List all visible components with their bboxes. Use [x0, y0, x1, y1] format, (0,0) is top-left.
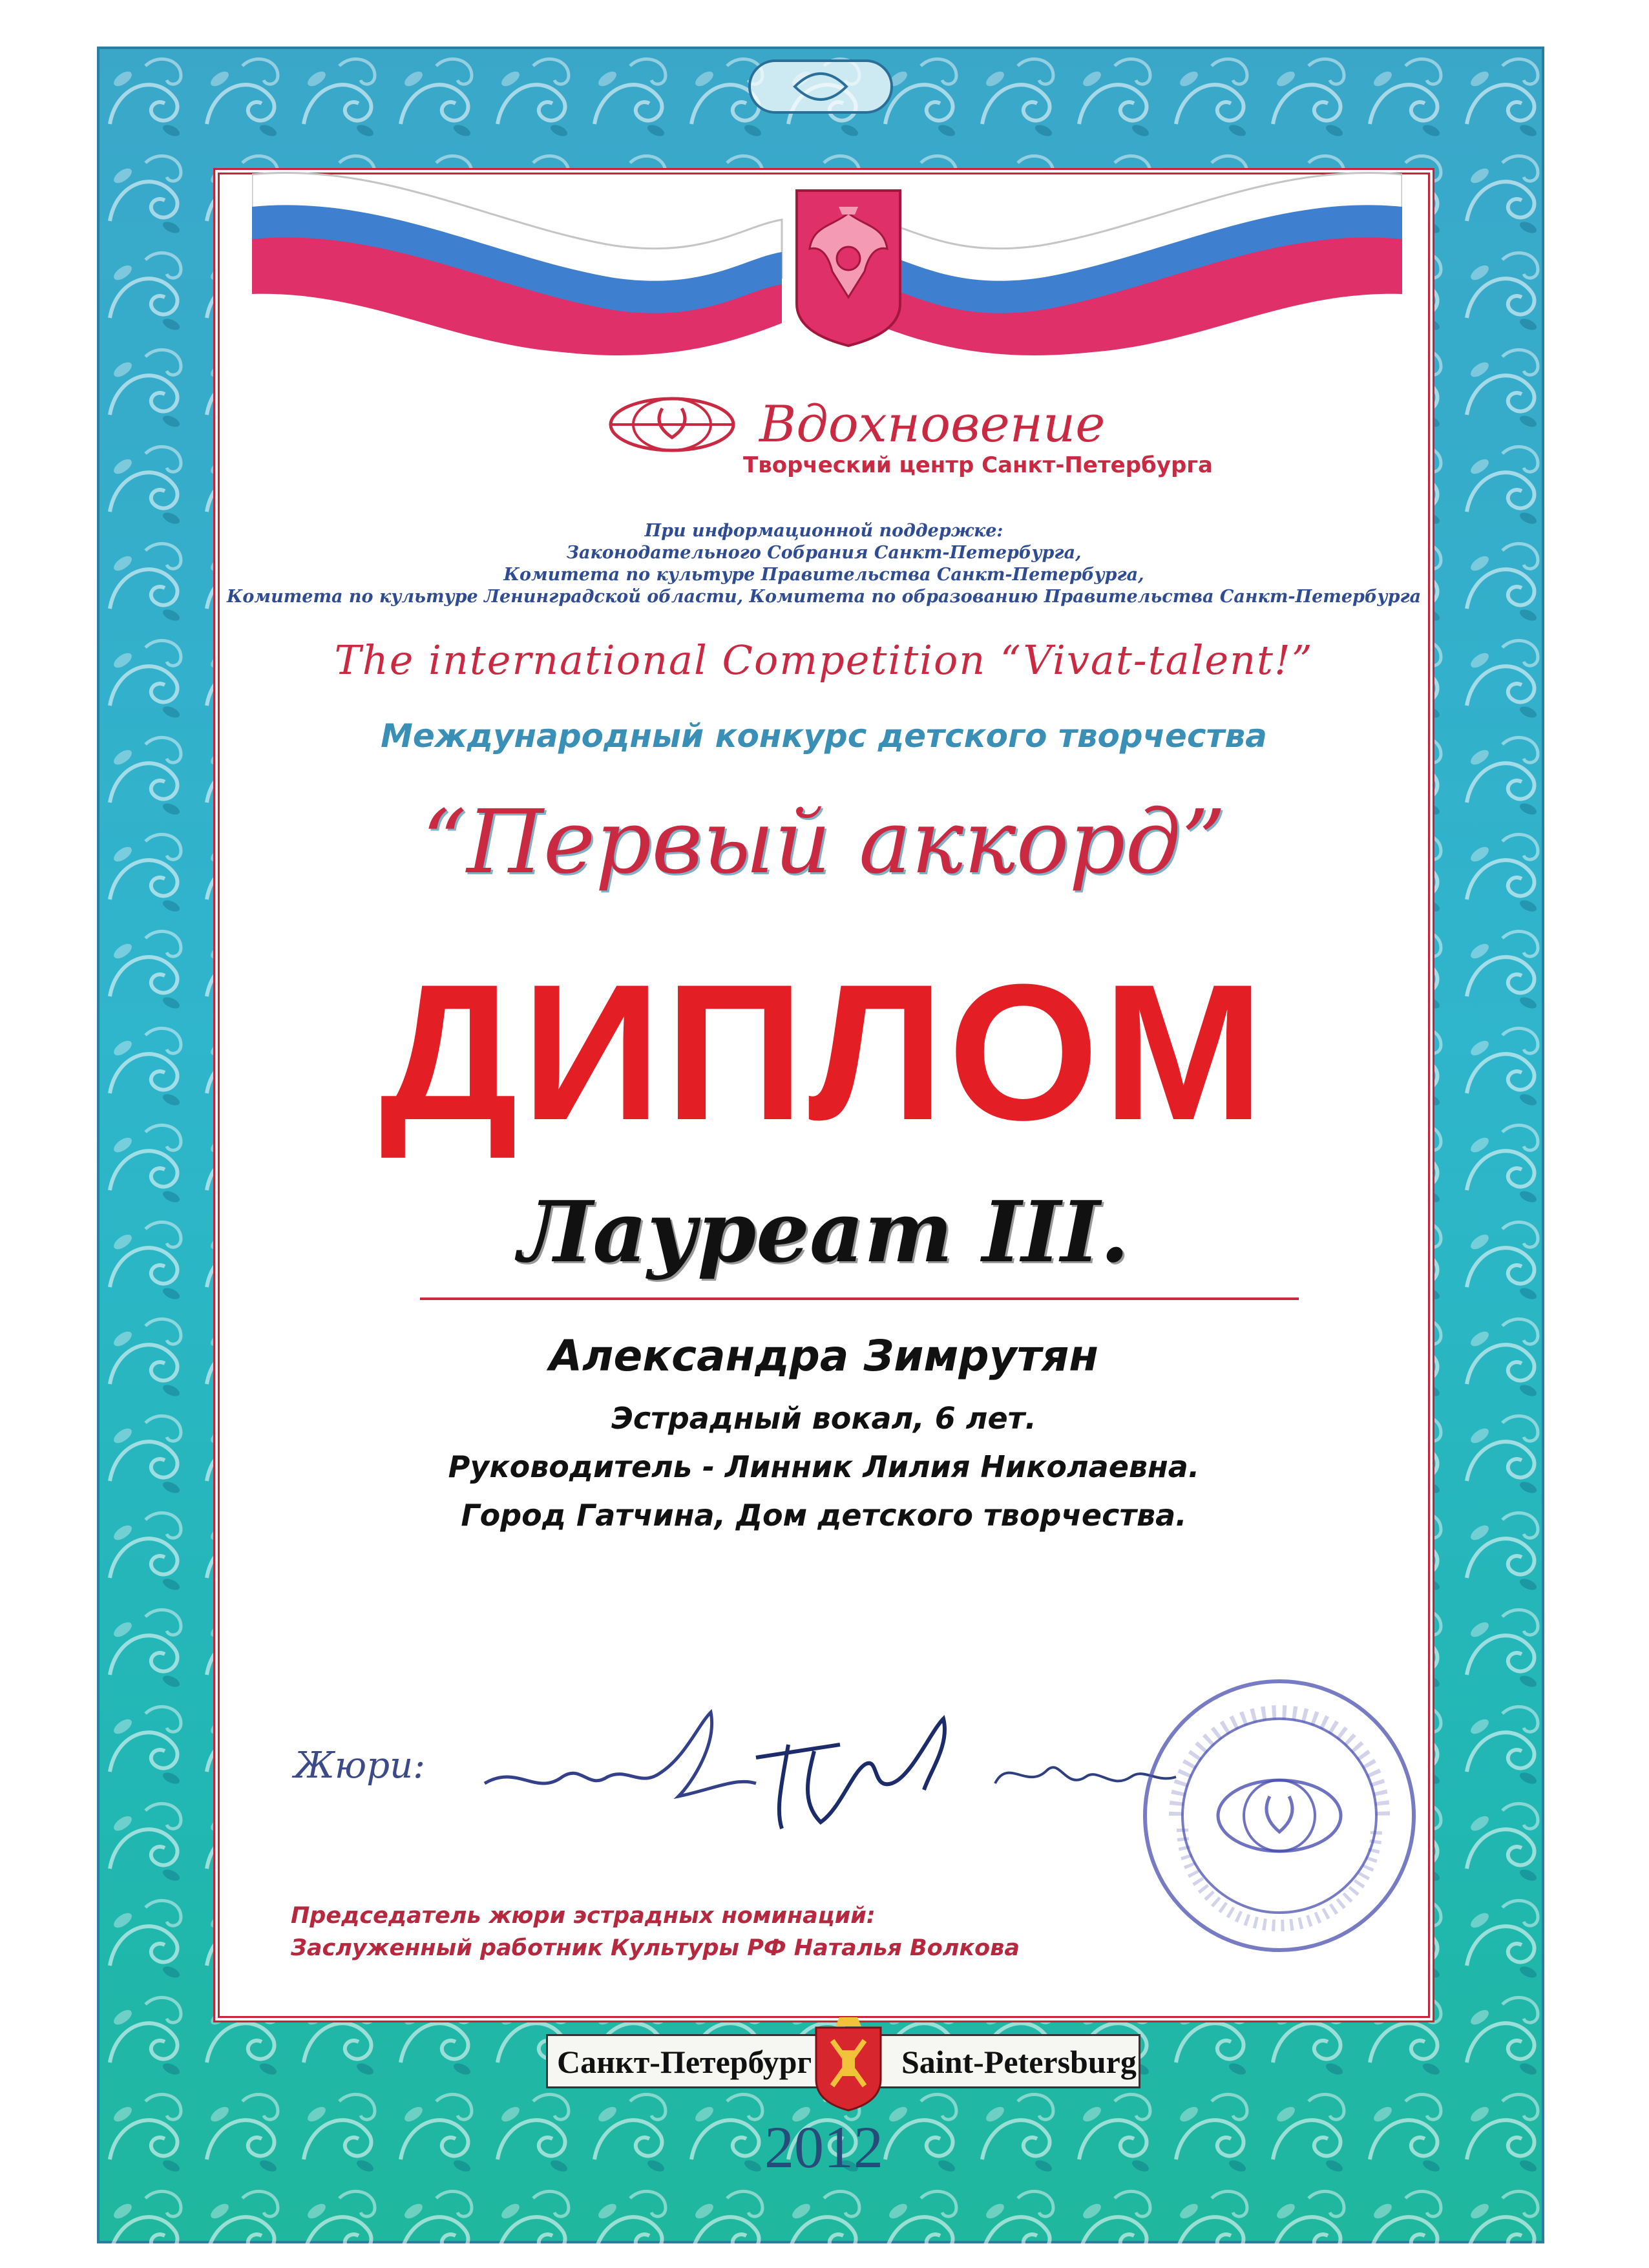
- jury-label: Жюри:: [294, 1745, 425, 1787]
- organizer-subtitle-wrap: [743, 452, 1234, 478]
- competition-seal: [1137, 1674, 1422, 1958]
- city-name-en: Saint-Petersburg: [901, 2044, 1137, 2080]
- rank-underline: [420, 1297, 1299, 1300]
- diploma-heading: ДИПЛОМ: [379, 943, 1268, 1160]
- winner-teacher: Руководитель - Линник Лилия Николаевна.: [448, 1449, 1200, 1484]
- support-block: [213, 520, 1434, 608]
- diploma-year: 2012: [764, 2114, 883, 2180]
- competition-english-wrap: [213, 636, 1434, 684]
- jury-signatures: [478, 1706, 1189, 1835]
- rank-wrap: [213, 1182, 1434, 1281]
- jury-chair-name: Заслуженный работник Культуры РФ Наталья Волкова: [291, 1935, 1020, 1961]
- winner-institution: Город Гатчина, Дом детского творчества.: [461, 1498, 1187, 1533]
- brand-name: Вдохновение: [759, 395, 1106, 454]
- competition-english-title: The international Competition “Vivat-talent!”: [334, 636, 1314, 684]
- jury-chair-title: Председатель жюри эстрадных номинаций:: [291, 1903, 876, 1929]
- winner-name: Александра Зимрутян: [549, 1331, 1098, 1381]
- organizer-brand: [759, 395, 1212, 454]
- saint-petersburg-emblem-icon: [813, 2015, 884, 2112]
- competition-russian-title: Международный конкурс детского творчества: [381, 717, 1267, 755]
- winner-category: Эстрадный вокал, 6 лет.: [611, 1401, 1036, 1436]
- competition-name-wrap: [213, 792, 1434, 894]
- support-line: При информационной поддержке:: [644, 521, 1003, 541]
- lyre-globe-logo-icon: [607, 395, 737, 454]
- brand-subtitle: Творческий центр Санкт-Петербурга: [743, 452, 1213, 478]
- russian-coat-of-arms-icon: [793, 187, 903, 349]
- support-line: Комитета по культуре Правительства Санкт-Петербурга,: [503, 565, 1144, 585]
- support-line: Комитета по культуре Ленинградской области, Комитета по образованию Правительства Санкт-Петербурга: [226, 587, 1422, 607]
- competition-name: “Первый аккорд”: [421, 792, 1226, 894]
- city-name-ru: Санкт-Петербург: [557, 2044, 812, 2080]
- competition-russian-wrap: [213, 717, 1434, 755]
- winner-name-wrap: [213, 1331, 1434, 1381]
- support-line: Законодательного Собрания Санкт-Петербурга,: [566, 543, 1082, 563]
- laureate-rank: Лауреат III.: [518, 1182, 1129, 1281]
- diploma-heading-wrap: [213, 940, 1434, 1164]
